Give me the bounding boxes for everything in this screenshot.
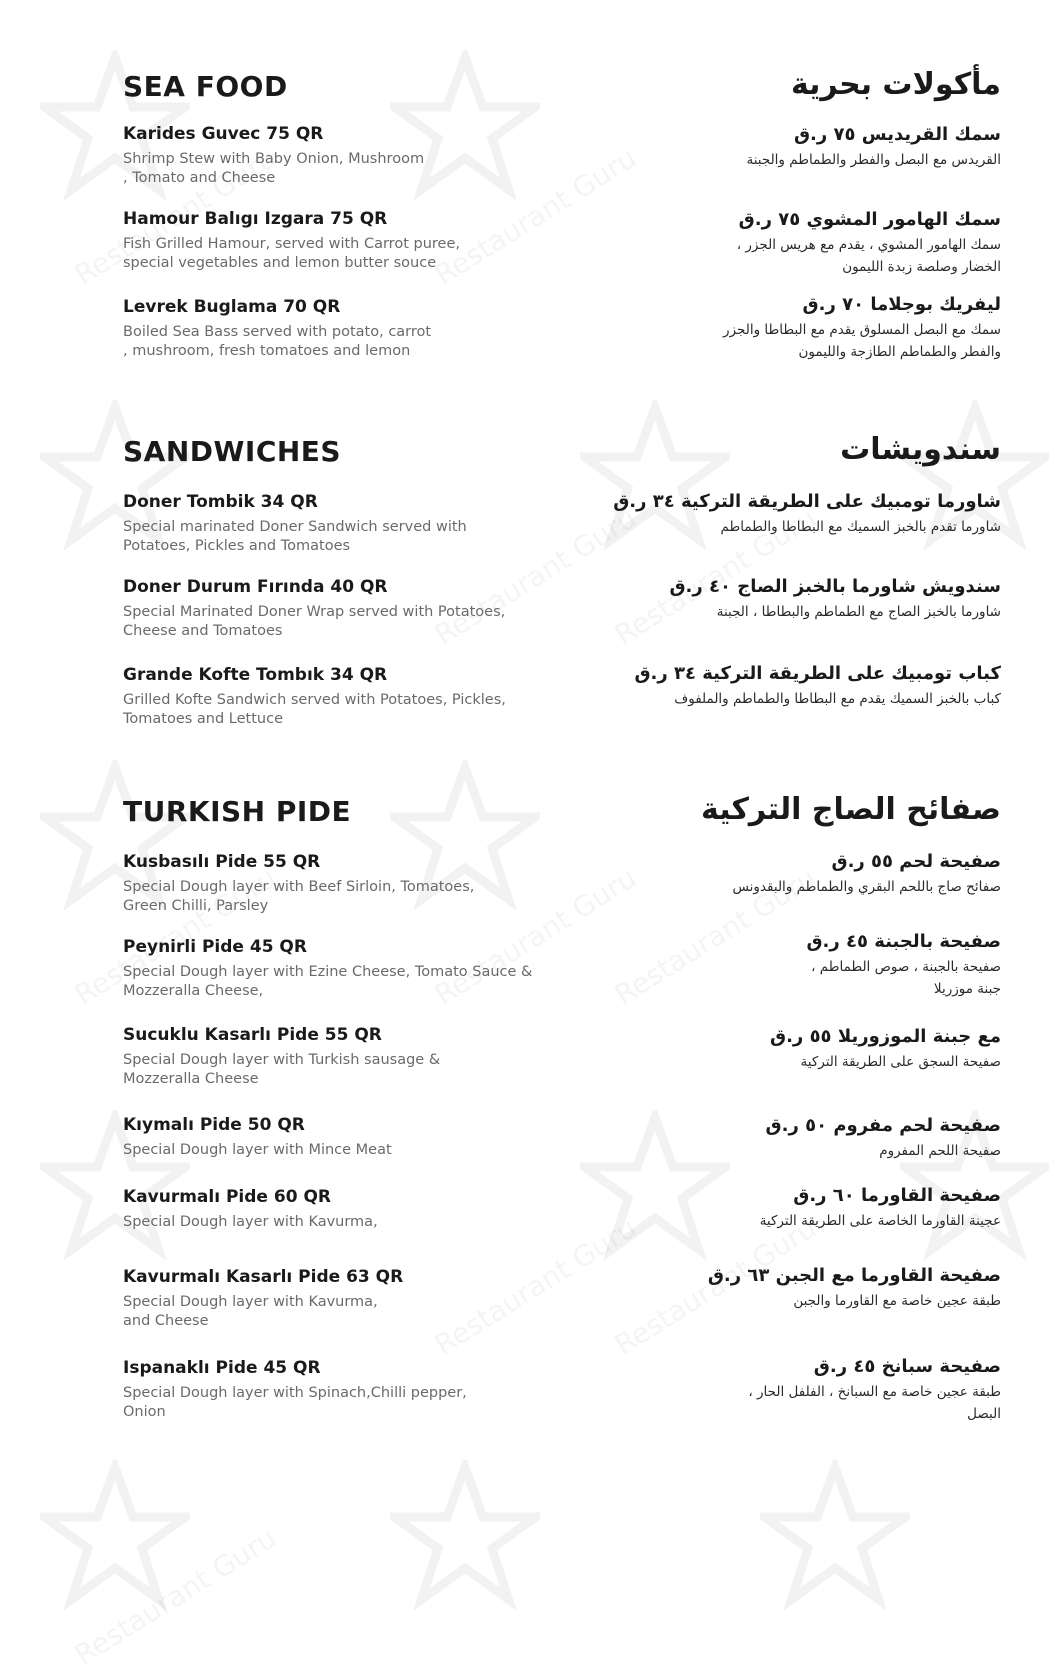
item-description-ar: القريدس مع البصل والفطر والطماطم والجبنة [746, 152, 1001, 168]
item-description: Shrimp Stew with Baby Onion, Mushroom , Tomato and Cheese [123, 151, 425, 186]
item-name: Kıymalı Pide 50 QR [123, 1115, 305, 1135]
item-name: Doner Tombik 34 QR [123, 492, 318, 512]
sea-food-english-column [123, 70, 593, 359]
turkish-pide-english-column [123, 795, 593, 1420]
item-description-ar: صفيحة السجق على الطريقة التركية [800, 1054, 1001, 1070]
item-description: Special Dough layer with Mince Meat [123, 1142, 392, 1158]
item-name: Kavurmalı Pide 60 QR [123, 1187, 331, 1207]
menu-item [123, 123, 593, 188]
menu-item [123, 664, 593, 729]
turkish-pide-arabic-column [581, 792, 1001, 1422]
item-name-ar: صفيحة القاورما ٦٠ ر.ق [793, 1185, 1001, 1206]
item-name-ar: صفيحة بالجبنة ٤٥ ر.ق [806, 931, 1001, 952]
menu-item-ar [581, 851, 1001, 898]
item-name: Levrek Buglama 70 QR [123, 297, 341, 317]
menu-item-ar [581, 1265, 1001, 1312]
item-name: Sucuklu Kasarlı Pide 55 QR [123, 1025, 382, 1045]
item-name: Kavurmalı Kasarlı Pide 63 QR [123, 1267, 404, 1287]
menu-item-ar [581, 663, 1001, 710]
item-description: Special Dough layer with Kavurma, and Cheese [123, 1294, 378, 1329]
item-name-ar: صفيحة لحم ٥٥ ر.ق [831, 851, 1001, 872]
item-description-ar: صفيحة اللحم المفروم [879, 1143, 1001, 1159]
item-name-ar: صفيحة لحم مفروم ٥٠ ر.ق [765, 1115, 1001, 1136]
menu-item-ar [581, 1356, 1001, 1425]
watermark-text [69, 1521, 282, 1671]
section-title-ar: سندويشات [840, 432, 1001, 467]
item-description-ar: شاورما تقدم بالخبز السميك مع البطاطا والطماطم [720, 519, 1001, 535]
section-title-en: SEA FOOD [123, 70, 288, 103]
item-description-ar: عجينة القاورما الخاصة على الطريقة التركية [759, 1213, 1001, 1229]
menu-item-ar [581, 576, 1001, 623]
item-name-ar: سمك الهامور المشوي ٧٥ ر.ق [738, 209, 1001, 230]
menu-item-ar [581, 209, 1001, 278]
menu-item [123, 576, 593, 641]
menu-item-ar [581, 1185, 1001, 1232]
menu-item [123, 296, 593, 361]
menu-item [123, 1357, 593, 1422]
item-description-ar: سمك مع البصل المسلوق يقدم مع البطاطا والجزر والفطر والطماطم الطازجة والليمون [723, 322, 1001, 360]
menu-item [123, 1114, 593, 1160]
item-description-ar: شاورما بالخبز الصاج مع الطماطم والبطاطا ، الجبنة [716, 604, 1001, 620]
item-name: Doner Durum Fırında 40 QR [123, 577, 388, 597]
item-name: Kusbasılı Pide 55 QR [123, 852, 321, 872]
menu-item [123, 1024, 593, 1089]
item-description: Special Marinated Doner Wrap served with Potatoes, Cheese and Tomatoes [123, 604, 506, 639]
item-description-ar: طبقة عجين خاصة مع السبانخ ، الفلفل الحار ، البصل [748, 1384, 1001, 1422]
sea-food-arabic-column [581, 67, 1001, 360]
item-name-ar: صفيحة القاورما مع الجبن ٦٣ ر.ق [707, 1265, 1001, 1286]
menu-item [123, 208, 593, 273]
item-name: Ispanaklı Pide 45 QR [123, 1358, 321, 1378]
sandwiches-english-column [123, 435, 593, 727]
menu-item-ar [581, 931, 1001, 1000]
item-description: Special Dough layer with Beef Sirloin, Tomatoes, Green Chilli, Parsley [123, 879, 475, 914]
item-description: Grilled Kofte Sandwich served with Potatoes, Pickles, Tomatoes and Lettuce [123, 692, 506, 727]
item-name: Hamour Balıgı Izgara 75 QR [123, 209, 388, 229]
section-title-en: TURKISH PIDE [123, 795, 352, 828]
item-description: Special marinated Doner Sandwich served with Potatoes, Pickles and Tomatoes [123, 519, 467, 554]
menu-item [123, 936, 593, 1001]
menu-item [123, 491, 593, 556]
item-description-ar: صفيحة بالجبنة ، صوص الطماطم ، جبنة موزريلا [811, 959, 1001, 997]
item-description-ar: كباب بالخبز السميك يقدم مع البطاطا والطماطم والملفوف [674, 691, 1001, 707]
menu-item-ar [581, 1026, 1001, 1073]
item-description: Fish Grilled Hamour, served with Carrot puree, special vegetables and lemon butter souce [123, 236, 460, 271]
item-name: Grande Kofte Tombık 34 QR [123, 665, 388, 685]
item-description: Special Dough layer with Ezine Cheese, Tomato Sauce & Mozzeralla Cheese, [123, 964, 533, 999]
item-name: Peynirli Pide 45 QR [123, 937, 307, 957]
menu-item-ar [581, 294, 1001, 363]
item-name-ar: سمك القريديس ٧٥ ر.ق [793, 124, 1001, 145]
item-name: Karides Guvec 75 QR [123, 124, 324, 144]
item-name-ar: مع جبنة الموزوريلا ٥٥ ر.ق [770, 1026, 1001, 1047]
section-title-ar: صفائح الصاج التركية [701, 792, 1001, 827]
item-name-ar: سندويش شاورما بالخبز الصاج ٤٠ ر.ق [669, 576, 1001, 597]
item-description-ar: طبقة عجين خاصة مع القاورما والجبن [793, 1293, 1001, 1309]
item-name-ar: ليفريك بوجلاما ٧٠ ر.ق [802, 294, 1001, 315]
item-description: Boiled Sea Bass served with potato, carrot , mushroom, fresh tomatoes and lemon [123, 324, 432, 359]
item-description: Special Dough layer with Kavurma, [123, 1214, 378, 1230]
menu-item-ar [581, 124, 1001, 171]
item-name-ar: شاورما تومبيك على الطريقة التركية ٣٤ ر.ق [613, 491, 1001, 512]
item-description: Special Dough layer with Spinach,Chilli pepper, Onion [123, 1385, 467, 1420]
menu-item [123, 1186, 593, 1232]
menu-item-ar [581, 1115, 1001, 1162]
item-description-ar: صفائح صاج باللحم البقري والطماطم والبقدونس [732, 879, 1001, 895]
item-description-ar: سمك الهامور المشوي ، يقدم مع هريس الجزر ، الخضار وصلصة زبدة الليمون [736, 237, 1001, 275]
item-name-ar: صفيحة سبانخ ٤٥ ر.ق [813, 1356, 1001, 1377]
menu-item [123, 851, 593, 916]
watermark-star-icon [390, 1460, 540, 1610]
section-title-ar: مأكولات بحرية [790, 67, 1001, 102]
watermark-star-icon [40, 1460, 190, 1610]
section-title-en: SANDWICHES [123, 435, 342, 468]
menu-item [123, 1266, 593, 1331]
sandwiches-arabic-column [581, 432, 1001, 707]
watermark-star-icon [760, 1460, 910, 1610]
item-description: Special Dough layer with Turkish sausage & Mozzeralla Cheese [123, 1052, 441, 1087]
item-name-ar: كباب تومبيك على الطريقة التركية ٣٤ ر.ق [634, 663, 1001, 684]
menu-item-ar [581, 491, 1001, 538]
